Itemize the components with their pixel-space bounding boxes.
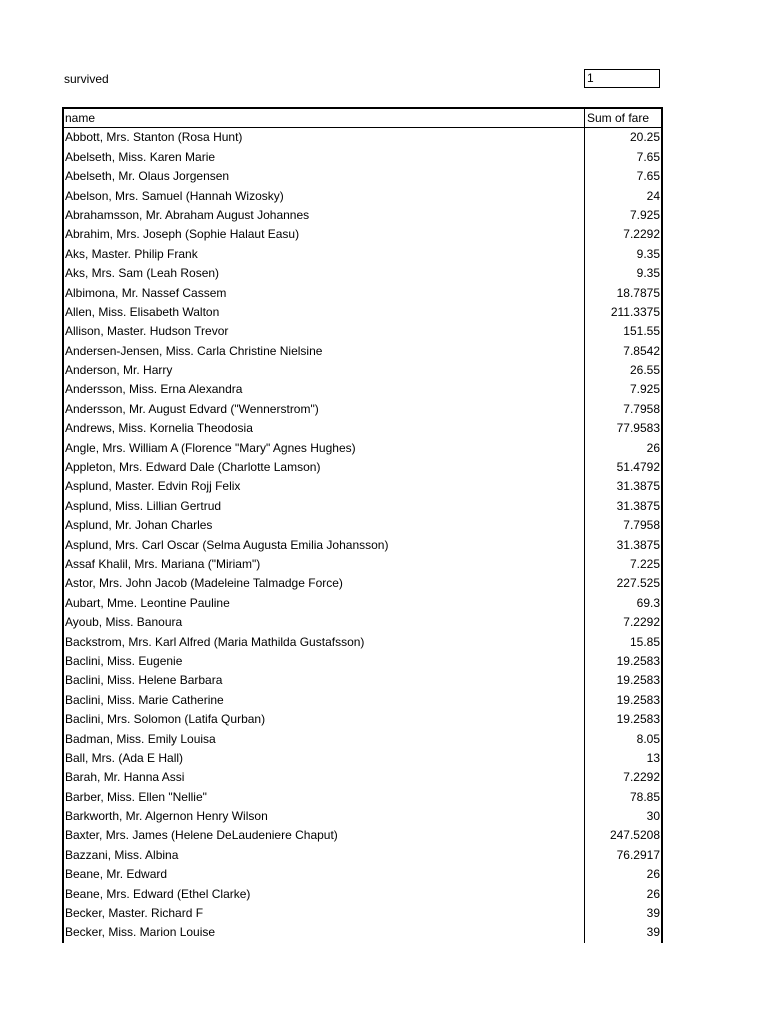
name-cell[interactable]: Andersson, Miss. Erna Alexandra [65,382,243,397]
fare-cell[interactable]: 9.35 [584,245,661,264]
name-cell[interactable]: Baxter, Mrs. James (Helene DeLaudeniere Chaput) [65,828,338,843]
table-row [64,439,661,458]
table-row [64,904,661,923]
name-cell[interactable]: Baclini, Miss. Marie Catherine [65,692,224,707]
table-row [64,187,661,206]
table-row [64,342,661,361]
fare-cell[interactable]: 211.3375 [584,303,661,322]
name-cell[interactable]: Albimona, Mr. Nassef Cassem [65,285,227,300]
table-row [64,671,661,690]
fare-cell[interactable]: 19.2583 [584,710,661,729]
name-cell[interactable]: Asplund, Miss. Lillian Gertrud [65,498,222,513]
name-cell[interactable]: Asplund, Master. Edvin Rojj Felix [65,479,241,494]
table-row [64,322,661,341]
fare-cell[interactable]: 7.65 [584,148,661,167]
header-sum-of-fare[interactable]: Sum of fare [584,109,661,127]
name-cell[interactable]: Anderson, Mr. Harry [65,363,173,378]
name-cell[interactable]: Andersson, Mr. August Edvard ("Wennerstrom") [65,401,319,416]
fare-cell[interactable]: 7.2292 [584,225,661,244]
fare-cell[interactable]: 7.2292 [584,768,661,787]
table-row [64,419,661,438]
table-row [64,380,661,399]
table-row [64,594,661,613]
table-row [64,691,661,710]
fare-cell[interactable]: 77.9583 [584,419,661,438]
fare-cell[interactable]: 31.3875 [584,536,661,555]
table-row [64,516,661,535]
fare-cell[interactable]: 51.4792 [584,458,661,477]
header-name[interactable]: name [65,111,96,125]
fare-cell[interactable]: 9.35 [584,264,661,283]
fare-cell[interactable]: 18.7875 [584,284,661,303]
fare-cell[interactable]: 13 [584,749,661,768]
table-row [64,865,661,884]
table-row [64,846,661,865]
fare-cell[interactable]: 26 [584,885,661,904]
fare-cell[interactable]: 7.7958 [584,400,661,419]
name-cell[interactable]: Baclini, Miss. Helene Barbara [65,673,223,688]
name-cell[interactable]: Barah, Mr. Hanna Assi [65,770,185,785]
fare-cell[interactable]: 20.25 [584,128,661,147]
pivot-rows [64,128,661,942]
name-cell[interactable]: Abrahamsson, Mr. Abraham August Johannes [65,207,310,222]
pivot-header-row [64,109,661,128]
name-cell[interactable]: Barber, Miss. Ellen "Nellie" [65,789,207,804]
name-cell[interactable]: Backstrom, Mrs. Karl Alfred (Maria Mathilda Gustafsson) [65,634,365,649]
fare-cell[interactable]: 15.85 [584,633,661,652]
name-cell[interactable]: Assaf Khalil, Mrs. Mariana ("Miriam") [65,556,261,571]
table-row [64,148,661,167]
name-cell[interactable]: Abelson, Mrs. Samuel (Hannah Wizosky) [65,188,284,203]
name-cell[interactable]: Aks, Mrs. Sam (Leah Rosen) [65,266,220,281]
fare-cell[interactable]: 26 [584,439,661,458]
table-row [64,245,661,264]
table-row [64,613,661,632]
table-row [64,264,661,283]
name-cell[interactable]: Beane, Mrs. Edward (Ethel Clarke) [65,886,251,901]
table-row [64,225,661,244]
fare-cell[interactable]: 227.525 [584,574,661,593]
fare-cell[interactable]: 7.2292 [584,613,661,632]
table-row [64,303,661,322]
fare-cell[interactable]: 26.55 [584,361,661,380]
name-cell[interactable]: Asplund, Mrs. Carl Oscar (Selma Augusta Emilia Johansson) [65,537,389,552]
fare-cell[interactable]: 7.7958 [584,516,661,535]
filter-value-cell[interactable]: 1 [584,69,660,88]
name-cell[interactable]: Appleton, Mrs. Edward Dale (Charlotte Lamson) [65,460,321,475]
table-row [64,400,661,419]
name-cell[interactable]: Andrews, Miss. Kornelia Theodosia [65,421,253,436]
table-row [64,826,661,845]
name-cell[interactable]: Aks, Master. Philip Frank [65,246,198,261]
fare-cell[interactable]: 7.225 [584,555,661,574]
fare-cell[interactable]: 30 [584,807,661,826]
fare-cell[interactable]: 39 [584,904,661,923]
table-row [64,807,661,826]
name-cell[interactable]: Beane, Mr. Edward [65,867,168,882]
fare-cell[interactable]: 7.925 [584,380,661,399]
table-row [64,730,661,749]
fare-cell[interactable]: 19.2583 [584,652,661,671]
name-cell[interactable]: Abelseth, Miss. Karen Marie [65,149,216,164]
table-row [64,458,661,477]
fare-cell[interactable]: 26 [584,865,661,884]
table-row [64,923,661,942]
table-row [64,361,661,380]
fare-cell[interactable]: 39 [584,923,661,942]
name-cell[interactable]: Bazzani, Miss. Albina [65,847,179,862]
fare-cell[interactable]: 7.65 [584,167,661,186]
name-cell[interactable]: Abelseth, Mr. Olaus Jorgensen [65,169,230,184]
fare-cell[interactable]: 8.05 [584,730,661,749]
table-row [64,885,661,904]
name-cell[interactable]: Andersen-Jensen, Miss. Carla Christine Nielsine [65,343,323,358]
table-row [64,710,661,729]
table-row [64,536,661,555]
fare-cell[interactable]: 31.3875 [584,497,661,516]
name-cell[interactable]: Astor, Mrs. John Jacob (Madeleine Talmadge Force) [65,576,343,591]
name-cell[interactable]: Asplund, Mr. Johan Charles [65,518,213,533]
table-row [64,477,661,496]
fare-cell[interactable]: 19.2583 [584,671,661,690]
name-cell[interactable]: Allison, Master. Hudson Trevor [65,324,229,339]
table-row [64,574,661,593]
name-cell[interactable]: Abbott, Mrs. Stanton (Rosa Hunt) [65,130,243,145]
name-cell[interactable]: Badman, Miss. Emily Louisa [65,731,216,746]
fare-cell[interactable]: 78.85 [584,788,661,807]
name-cell[interactable]: Ball, Mrs. (Ada E Hall) [65,750,184,765]
table-row [64,652,661,671]
name-cell[interactable]: Aubart, Mme. Leontine Pauline [65,595,230,610]
name-cell[interactable]: Becker, Miss. Marion Louise [65,925,216,940]
name-cell[interactable]: Ayoub, Miss. Banoura [65,615,183,630]
table-row [64,167,661,186]
table-row [64,788,661,807]
fare-cell[interactable]: 247.5208 [584,826,661,845]
name-cell[interactable]: Baclini, Mrs. Solomon (Latifa Qurban) [65,712,266,727]
table-row [64,128,661,147]
table-row [64,497,661,516]
name-cell[interactable]: Baclini, Miss. Eugenie [65,653,183,668]
table-row [64,768,661,787]
name-cell[interactable]: Abrahim, Mrs. Joseph (Sophie Halaut Easu) [65,227,300,242]
name-cell[interactable]: Allen, Miss. Elisabeth Walton [65,304,220,319]
fare-cell[interactable]: 24 [584,187,661,206]
table-row [64,633,661,652]
name-cell[interactable]: Angle, Mrs. William A (Florence "Mary" Agnes Hughes) [65,440,356,455]
fare-cell[interactable]: 19.2583 [584,691,661,710]
name-cell[interactable]: Barkworth, Mr. Algernon Henry Wilson [65,809,268,824]
pivot-table [62,107,663,943]
filter-field-label: survived [64,72,109,86]
fare-cell[interactable]: 76.2917 [584,846,661,865]
fare-cell[interactable]: 151.55 [584,322,661,341]
name-cell[interactable]: Becker, Master. Richard F [65,906,204,921]
fare-cell[interactable]: 31.3875 [584,477,661,496]
fare-cell[interactable]: 7.8542 [584,342,661,361]
fare-cell[interactable]: 7.925 [584,206,661,225]
table-row [64,284,661,303]
table-row [64,206,661,225]
table-row [64,555,661,574]
table-row [64,749,661,768]
fare-cell[interactable]: 69.3 [584,594,661,613]
